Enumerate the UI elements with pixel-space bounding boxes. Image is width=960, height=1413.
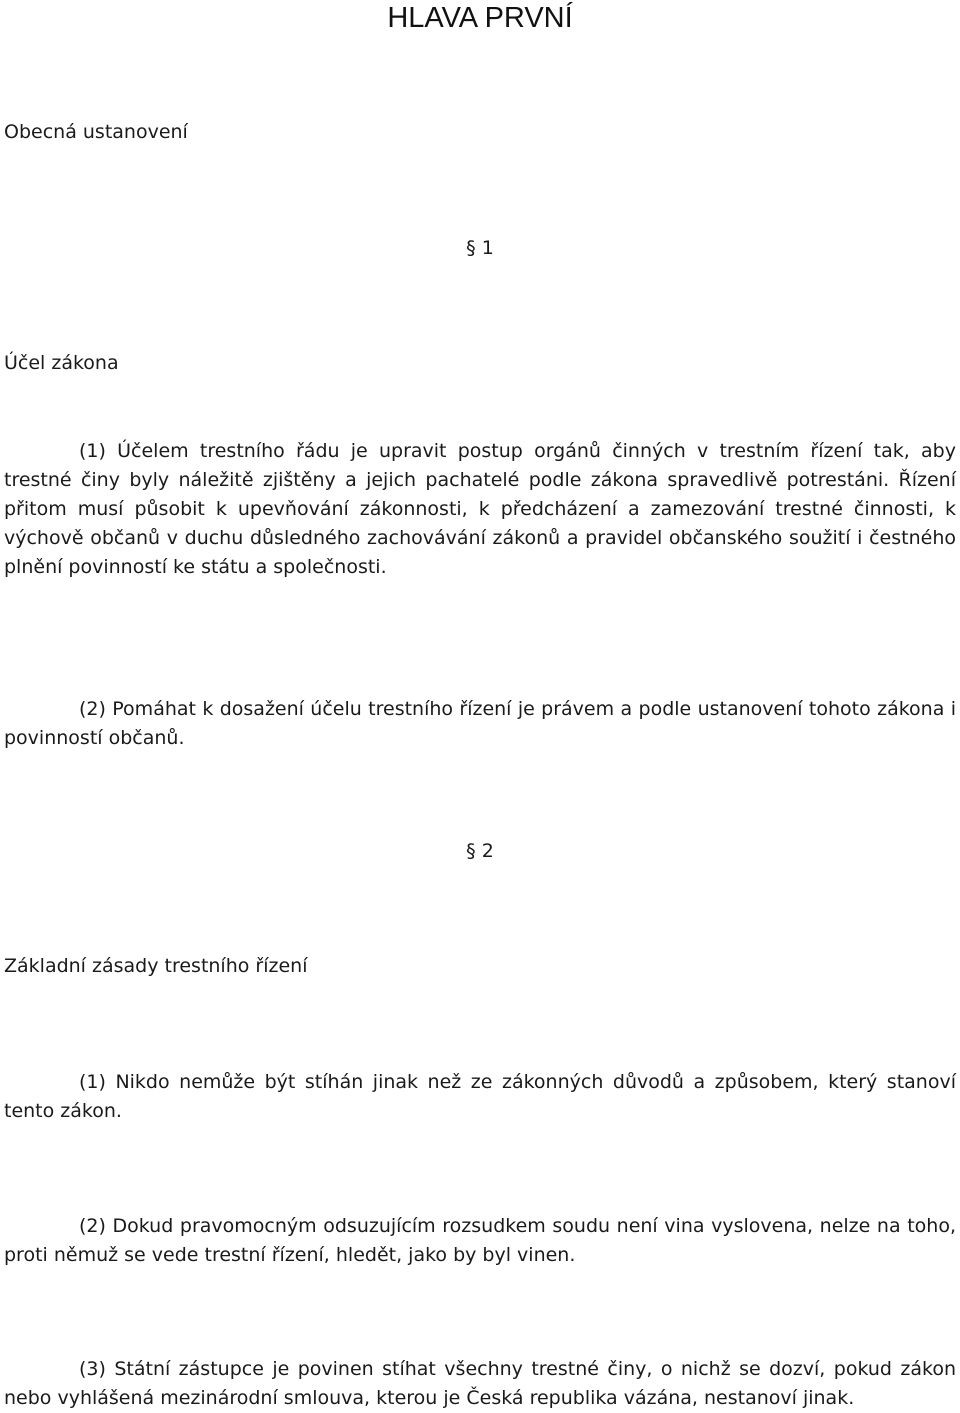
- section-1-paragraph-2: (2) Pomáhat k dosažení účelu trestního řízení je právem a podle ustanovení tohoto zákona i povinností občanů.: [4, 698, 956, 749]
- part-heading: Obecná ustanovení: [4, 121, 188, 143]
- section-2-paragraph-2: (2) Dokud pravomocným odsuzujícím rozsudkem soudu není vina vyslovena, nelze na toho, proti němuž se vede trestní řízení, hledět, jako by byl vinen.: [4, 1215, 956, 1266]
- section-mark-2: § 2: [466, 840, 494, 862]
- section-heading-2: Základní zásady trestního řízení: [4, 955, 308, 977]
- section-2-paragraph-3: (3) Státní zástupce je povinen stíhat všechny trestné činy, o nichž se dozví, pokud zákon nebo vyhlášená mezinárodní smlouva, kterou je Česká republika vázána, nestanoví jinak.: [4, 1358, 956, 1409]
- section-mark-1: § 1: [466, 237, 494, 259]
- section-1-paragraph-1: (1) Účelem trestního řádu je upravit postup orgánů činných v trestním řízení tak, aby trestné činy byly náležitě zjištěny a jejich pachatelé podle zákona spravedlivě potrestáni. Řízení přitom musí působit k upevňování zákonnosti, k předcházení a zamezování trestné činnosti, k výchově občanů v duchu důsledného zachovávání zákonů a pravidel občanského soužití i čestného plnění povinností ke státu a společnosti.: [4, 440, 956, 578]
- section-heading-1: Účel zákona: [4, 352, 119, 374]
- section-2-paragraph-1: (1) Nikdo nemůže být stíhán jinak než ze zákonných důvodů a způsobem, který stanoví tento zákon.: [4, 1071, 956, 1122]
- chapter-title: HLAVA PRVNÍ: [387, 2, 573, 34]
